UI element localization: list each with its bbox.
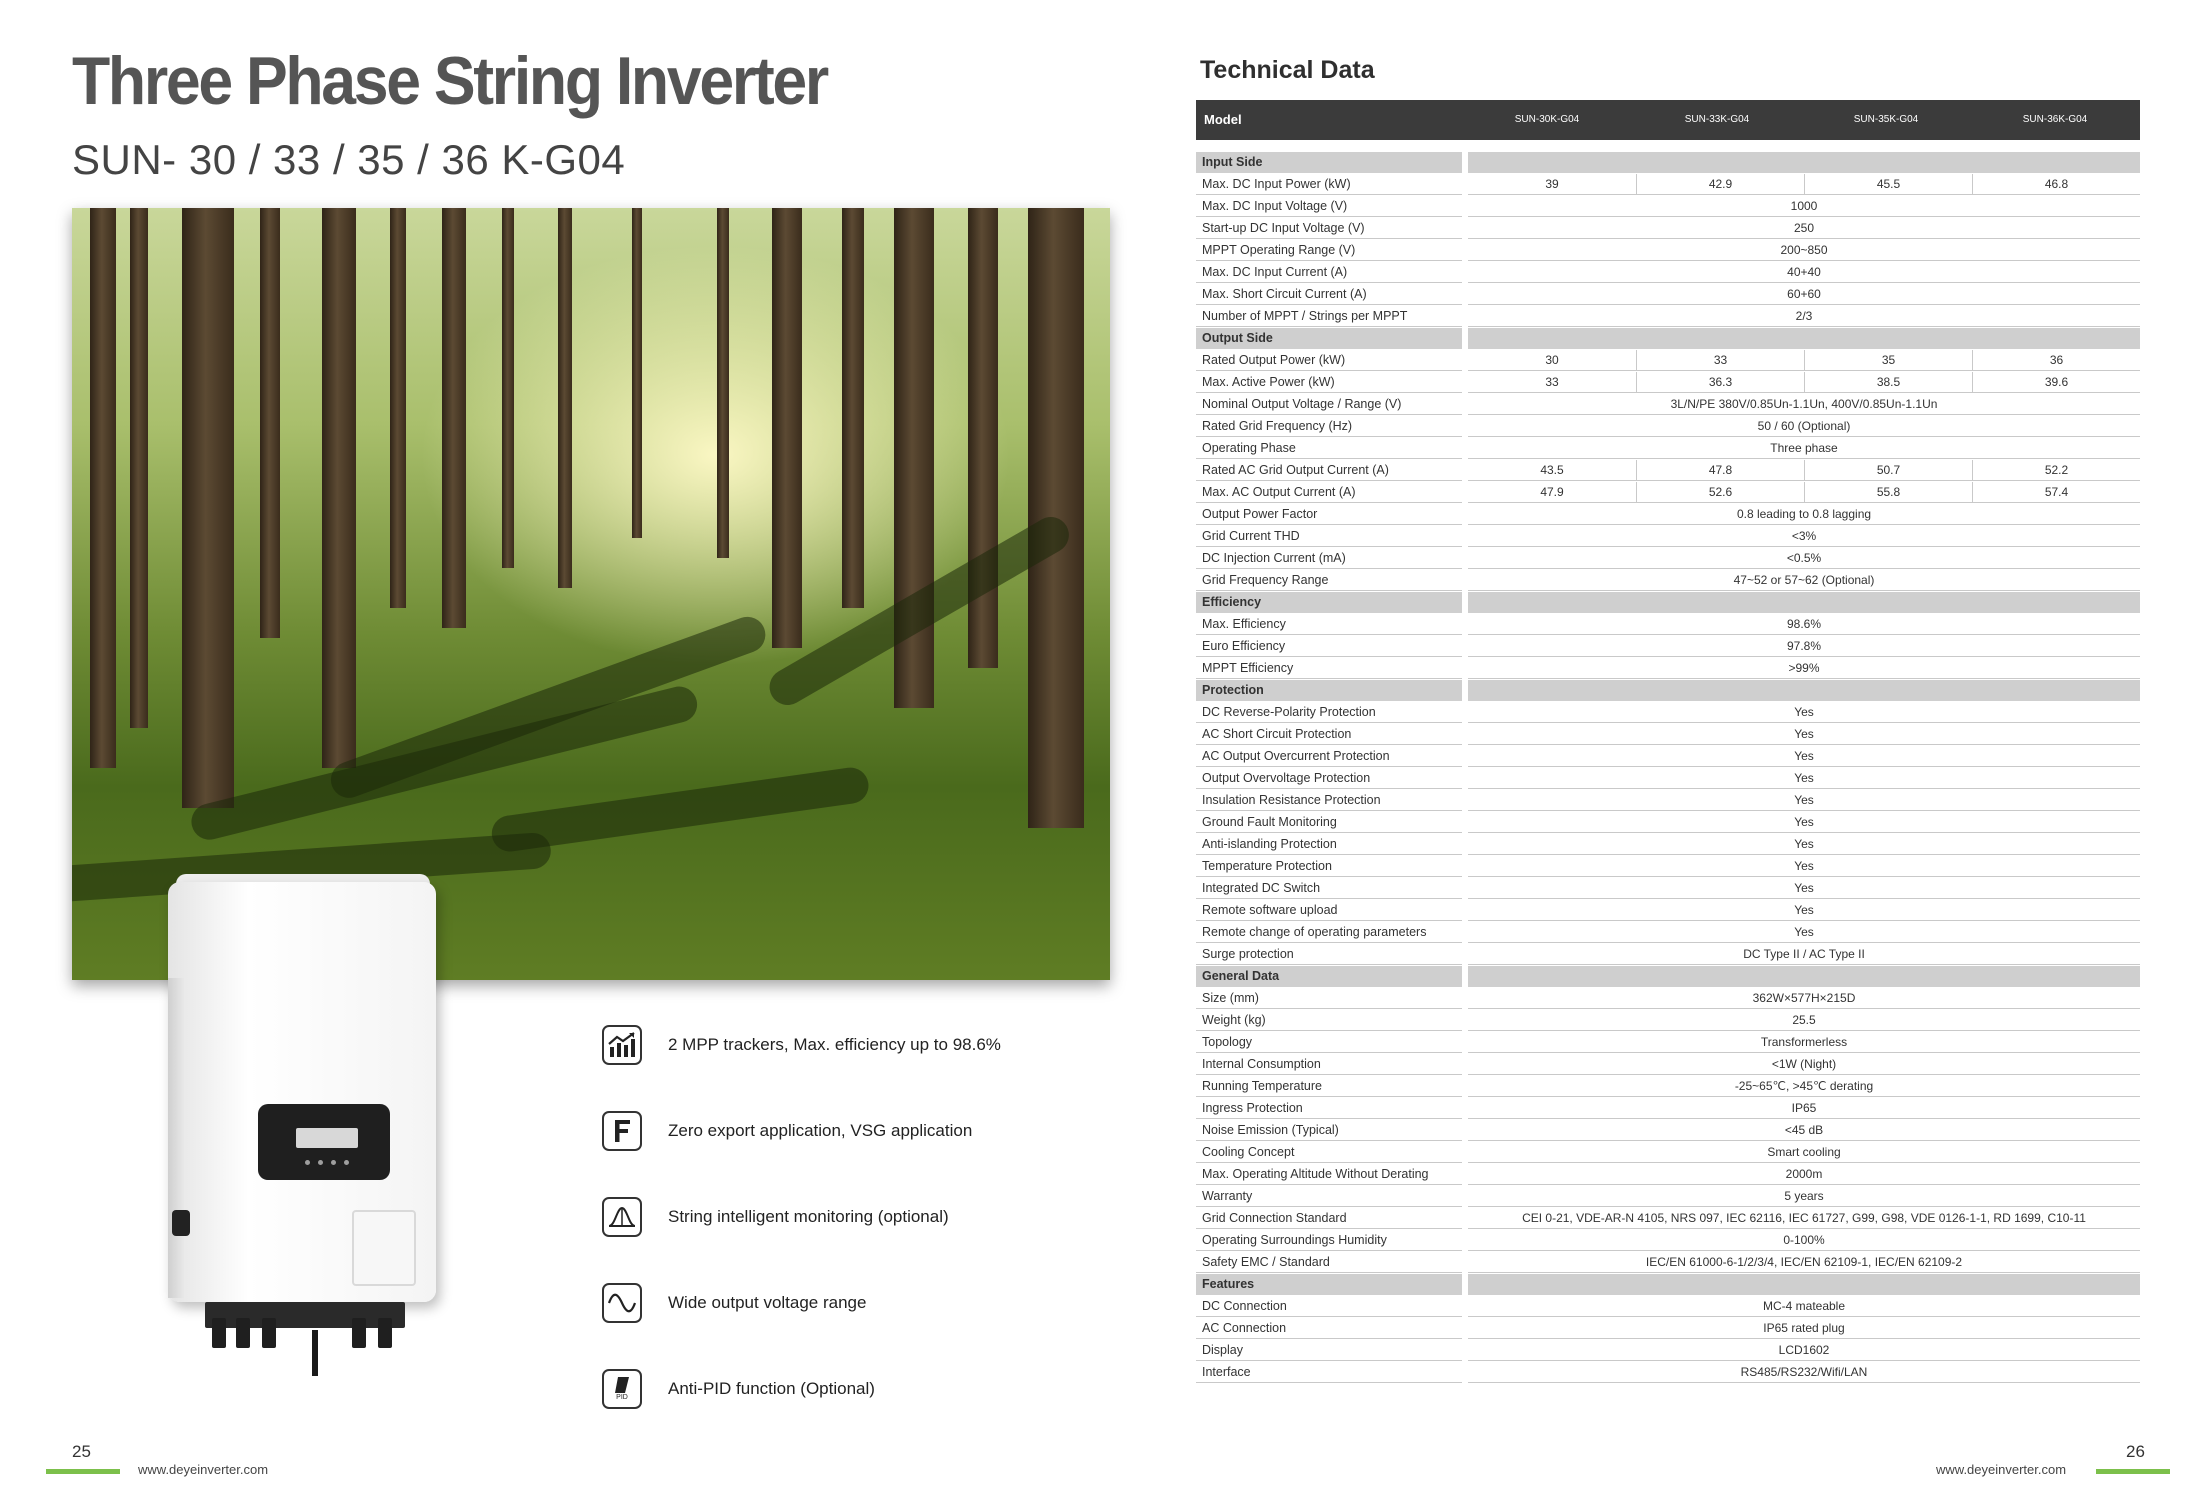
row-value: <3% [1468, 526, 2140, 547]
row-value: 39 [1468, 174, 1636, 195]
row-value: 33 [1468, 372, 1636, 393]
feature-zero-export [602, 1108, 972, 1154]
row-value: Yes [1468, 702, 2140, 723]
row-value: 55.8 [1804, 482, 1972, 503]
sine-wave-icon [602, 1283, 642, 1323]
table-row [1196, 724, 2140, 746]
row-value: Three phase [1468, 438, 2140, 459]
header-model-label: Model [1204, 112, 1242, 127]
table-row [1196, 900, 2140, 922]
pid-icon [602, 1369, 642, 1409]
row-label: Display [1196, 1340, 1462, 1361]
row-label: Ingress Protection [1196, 1098, 1462, 1119]
page-title: Three Phase String Inverter [72, 43, 827, 119]
row-value: LCD1602 [1468, 1340, 2140, 1361]
row-value: 52.2 [1972, 460, 2140, 481]
table-row [1196, 218, 2140, 240]
table-row [1196, 548, 2140, 570]
row-label: Integrated DC Switch [1196, 878, 1462, 899]
table-row [1196, 1186, 2140, 1208]
table-row [1196, 1340, 2140, 1362]
feature-text: Anti-PID function (Optional) [668, 1379, 875, 1398]
row-label: Running Temperature [1196, 1076, 1462, 1097]
row-label: Operating Phase [1196, 438, 1462, 459]
row-value: Yes [1468, 790, 2140, 811]
row-value: 5 years [1468, 1186, 2140, 1207]
section-row [1196, 680, 2140, 702]
row-label: Ground Fault Monitoring [1196, 812, 1462, 833]
row-value: Yes [1468, 724, 2140, 745]
row-label: Operating Surroundings Humidity [1196, 1230, 1462, 1251]
row-value: Yes [1468, 922, 2140, 943]
row-label: Interface [1196, 1362, 1462, 1383]
footer-accent-left [46, 1469, 120, 1474]
row-label: Safety EMC / Standard [1196, 1252, 1462, 1273]
row-value: -25~65℃, >45℃ derating [1468, 1076, 2140, 1097]
table-row [1196, 988, 2140, 1010]
row-value: 30 [1468, 350, 1636, 371]
section-label: General Data [1196, 966, 1462, 987]
section-label: Protection [1196, 680, 1462, 701]
row-label: DC Reverse-Polarity Protection [1196, 702, 1462, 723]
table-row [1196, 1296, 2140, 1318]
row-value: 47.8 [1636, 460, 1804, 481]
row-label: Weight (kg) [1196, 1010, 1462, 1031]
row-value: Yes [1468, 878, 2140, 899]
row-value: MC-4 mateable [1468, 1296, 2140, 1317]
section-row [1196, 1274, 2140, 1296]
row-label: AC Connection [1196, 1318, 1462, 1339]
row-label: Max. Operating Altitude Without Derating [1196, 1164, 1462, 1185]
table-row [1196, 262, 2140, 284]
row-label: Rated Output Power (kW) [1196, 350, 1462, 371]
technical-data-title: Technical Data [1200, 56, 1375, 84]
row-value: 50.7 [1804, 460, 1972, 481]
feature-wide-voltage [602, 1280, 866, 1326]
row-value: <45 dB [1468, 1120, 2140, 1141]
row-value: Smart cooling [1468, 1142, 2140, 1163]
section-label: Efficiency [1196, 592, 1462, 613]
row-label: Max. Active Power (kW) [1196, 372, 1462, 393]
row-label: AC Output Overcurrent Protection [1196, 746, 1462, 767]
row-label: DC Injection Current (mA) [1196, 548, 1462, 569]
row-value: 0.8 leading to 0.8 lagging [1468, 504, 2140, 525]
row-label: Noise Emission (Typical) [1196, 1120, 1462, 1141]
row-value: 42.9 [1636, 174, 1804, 195]
website-link-left[interactable]: www.deyeinverter.com [138, 1462, 269, 1477]
row-label: Internal Consumption [1196, 1054, 1462, 1075]
table-row [1196, 526, 2140, 548]
row-label: Start-up DC Input Voltage (V) [1196, 218, 1462, 239]
section-row [1196, 152, 2140, 174]
table-row [1196, 1098, 2140, 1120]
header-model: SUN-33K-G04 [1684, 114, 1750, 125]
dc-switch-knob [172, 1210, 190, 1236]
feature-text: Wide output voltage range [668, 1293, 867, 1312]
row-label: Anti-islanding Protection [1196, 834, 1462, 855]
table-row [1196, 1230, 2140, 1252]
table-row [1196, 240, 2140, 262]
row-value: 250 [1468, 218, 2140, 239]
section-row [1196, 966, 2140, 988]
table-row [1196, 1032, 2140, 1054]
row-label: DC Connection [1196, 1296, 1462, 1317]
table-row [1196, 1208, 2140, 1230]
row-value: 200~850 [1468, 240, 2140, 261]
row-label: Output Overvoltage Protection [1196, 768, 1462, 789]
header-model: SUN-36K-G04 [2022, 114, 2088, 125]
row-value: <1W (Night) [1468, 1054, 2140, 1075]
row-label: Temperature Protection [1196, 856, 1462, 877]
row-label: Max. AC Output Current (A) [1196, 482, 1462, 503]
section-row [1196, 592, 2140, 614]
row-value: 46.8 [1972, 174, 2140, 195]
row-label: Surge protection [1196, 944, 1462, 965]
row-value: 33 [1636, 350, 1804, 371]
table-row [1196, 746, 2140, 768]
website-link-right[interactable]: www.deyeinverter.com [1936, 1462, 2067, 1477]
table-row [1196, 416, 2140, 438]
row-value: 40+40 [1468, 262, 2140, 283]
table-row [1196, 504, 2140, 526]
table-row [1196, 174, 2140, 196]
letter-f-icon [602, 1111, 642, 1151]
row-value: Transformerless [1468, 1032, 2140, 1053]
row-value: IP65 [1468, 1098, 2140, 1119]
row-value: 25.5 [1468, 1010, 2140, 1031]
row-value: 35 [1804, 350, 1972, 371]
row-label: Grid Frequency Range [1196, 570, 1462, 591]
row-value: 45.5 [1804, 174, 1972, 195]
table-row [1196, 196, 2140, 218]
table-row [1196, 284, 2140, 306]
row-value: IEC/EN 61000-6-1/2/3/4, IEC/EN 62109-1, IEC/EN 62109-2 [1468, 1252, 2140, 1273]
row-value: 2/3 [1468, 306, 2140, 327]
table-row [1196, 1142, 2140, 1164]
table-row [1196, 438, 2140, 460]
table-row [1196, 1054, 2140, 1076]
row-value: IP65 rated plug [1468, 1318, 2140, 1339]
row-value: >99% [1468, 658, 2140, 679]
row-label: Euro Efficiency [1196, 636, 1462, 657]
table-row [1196, 702, 2140, 724]
table-row [1196, 812, 2140, 834]
row-label: MPPT Efficiency [1196, 658, 1462, 679]
row-value: 50 / 60 (Optional) [1468, 416, 2140, 437]
table-row [1196, 1164, 2140, 1186]
row-value: 2000m [1468, 1164, 2140, 1185]
row-label: Nominal Output Voltage / Range (V) [1196, 394, 1462, 415]
feature-anti-pid [602, 1366, 875, 1412]
section-label: Input Side [1196, 152, 1462, 173]
row-value: 97.8% [1468, 636, 2140, 657]
row-label: Remote change of operating parameters [1196, 922, 1462, 943]
row-value: Yes [1468, 812, 2140, 833]
row-value: 39.6 [1972, 372, 2140, 393]
feature-mpp-trackers [602, 1022, 1001, 1068]
row-label: Max. DC Input Current (A) [1196, 262, 1462, 283]
table-row [1196, 834, 2140, 856]
table-row [1196, 922, 2140, 944]
row-value: 0-100% [1468, 1230, 2140, 1251]
table-row [1196, 944, 2140, 966]
header-model: SUN-35K-G04 [1853, 114, 1919, 125]
model-subtitle: SUN- 30 / 33 / 35 / 36 K-G04 [72, 136, 626, 183]
waveform-peak-icon [602, 1197, 642, 1237]
table-row [1196, 306, 2140, 328]
row-value: 60+60 [1468, 284, 2140, 305]
row-label: Rated Grid Frequency (Hz) [1196, 416, 1462, 437]
row-label: Size (mm) [1196, 988, 1462, 1009]
row-value: 1000 [1468, 196, 2140, 217]
row-label: Grid Connection Standard [1196, 1208, 1462, 1229]
table-row [1196, 790, 2140, 812]
feature-text: Zero export application, VSG application [668, 1121, 973, 1140]
table-row [1196, 350, 2140, 372]
row-label: Max. DC Input Power (kW) [1196, 174, 1462, 195]
row-value: Yes [1468, 768, 2140, 789]
row-label: Warranty [1196, 1186, 1462, 1207]
table-row [1196, 856, 2140, 878]
header-model: SUN-30K-G04 [1514, 114, 1580, 125]
row-value: 98.6% [1468, 614, 2140, 635]
row-value: 36 [1972, 350, 2140, 371]
row-value: 47~52 or 57~62 (Optional) [1468, 570, 2140, 591]
row-value: 38.5 [1804, 372, 1972, 393]
section-fill [1468, 152, 2140, 173]
row-label: AC Short Circuit Protection [1196, 724, 1462, 745]
row-label: Output Power Factor [1196, 504, 1462, 525]
row-label: MPPT Operating Range (V) [1196, 240, 1462, 261]
row-value: 43.5 [1468, 460, 1636, 481]
page-number-left: 25 [72, 1442, 91, 1461]
row-value: <0.5% [1468, 548, 2140, 569]
page-number-right: 26 [2126, 1442, 2145, 1461]
feature-text: String intelligent monitoring (optional) [668, 1207, 949, 1226]
row-value: 52.6 [1636, 482, 1804, 503]
section-label: Output Side [1196, 328, 1462, 349]
table-header [1196, 100, 2140, 140]
row-label: Rated AC Grid Output Current (A) [1196, 460, 1462, 481]
row-label: Insulation Resistance Protection [1196, 790, 1462, 811]
table-row [1196, 1076, 2140, 1098]
row-value: Yes [1468, 834, 2140, 855]
section-fill [1468, 328, 2140, 349]
table-row [1196, 482, 2140, 504]
row-value: 47.9 [1468, 482, 1636, 503]
row-value: 36.3 [1636, 372, 1804, 393]
table-row [1196, 1318, 2140, 1340]
footer-accent-right [2096, 1469, 2170, 1474]
table-row [1196, 460, 2140, 482]
section-fill [1468, 966, 2140, 987]
row-value: 57.4 [1972, 482, 2140, 503]
table-row [1196, 1252, 2140, 1274]
table-row [1196, 614, 2140, 636]
row-value: Yes [1468, 746, 2140, 767]
pid-icon-label: PID [616, 1394, 628, 1401]
row-value: 362W×577H×215D [1468, 988, 2140, 1009]
table-row [1196, 570, 2140, 592]
row-label: Cooling Concept [1196, 1142, 1462, 1163]
table-row [1196, 768, 2140, 790]
feature-text: 2 MPP trackers, Max. efficiency up to 98.6% [668, 1035, 1001, 1054]
row-label: Max. Efficiency [1196, 614, 1462, 635]
table-row [1196, 878, 2140, 900]
row-label: Topology [1196, 1032, 1462, 1053]
table-row [1196, 658, 2140, 680]
row-label: Max. DC Input Voltage (V) [1196, 196, 1462, 217]
row-value: Yes [1468, 900, 2140, 921]
section-label: Features [1196, 1274, 1462, 1295]
table-row [1196, 1362, 2140, 1384]
row-value: RS485/RS232/Wifi/LAN [1468, 1362, 2140, 1383]
table-row [1196, 372, 2140, 394]
feature-string-monitoring [602, 1194, 949, 1240]
chart-bar-icon [602, 1025, 642, 1065]
section-fill [1468, 680, 2140, 701]
row-value: DC Type II / AC Type II [1468, 944, 2140, 965]
forest-photo [72, 208, 1110, 980]
row-label: Grid Current THD [1196, 526, 1462, 547]
row-label: Max. Short Circuit Current (A) [1196, 284, 1462, 305]
table-row [1196, 394, 2140, 416]
section-fill [1468, 1274, 2140, 1295]
row-value: CEI 0-21, VDE-AR-N 4105, NRS 097, IEC 62116, IEC 61727, G99, G98, VDE 0126-1-1, RD 1699, C10-11 [1468, 1208, 2140, 1229]
row-label: Remote software upload [1196, 900, 1462, 921]
table-row [1196, 636, 2140, 658]
table-row [1196, 1120, 2140, 1142]
section-row [1196, 328, 2140, 350]
section-fill [1468, 592, 2140, 613]
row-value: 3L/N/PE 380V/0.85Un-1.1Un, 400V/0.85Un-1.1Un [1468, 394, 2140, 415]
table-row [1196, 1010, 2140, 1032]
row-label: Number of MPPT / Strings per MPPT [1196, 306, 1462, 327]
row-value: Yes [1468, 856, 2140, 877]
